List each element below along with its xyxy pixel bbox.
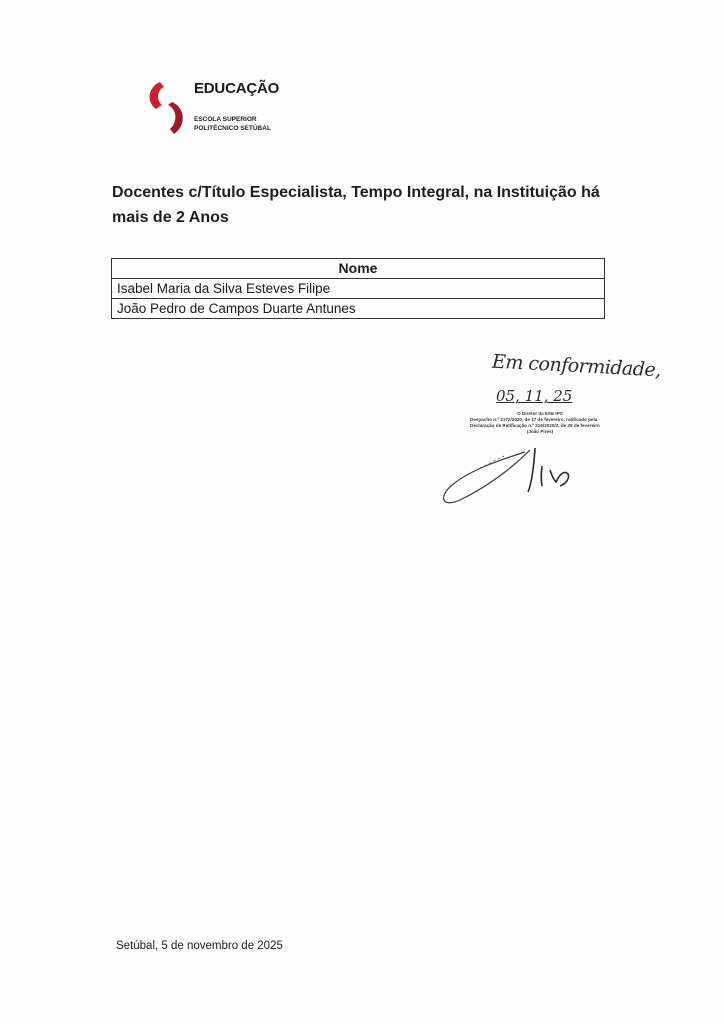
approval-block xyxy=(430,345,662,515)
column-header-nome: Nome xyxy=(112,259,605,279)
logo-subtitle xyxy=(194,115,271,133)
table-cell-name: João Pedro de Campos Duarte Antunes xyxy=(112,299,605,319)
table-cell-name: Isabel Maria da Silva Esteves Filipe xyxy=(112,279,605,299)
logo-mark-icon xyxy=(146,78,190,136)
stamp-line: O Diretor da ESE IPS xyxy=(517,411,563,416)
institution-logo xyxy=(146,78,306,138)
signature-icon xyxy=(430,430,620,510)
logo-subtitle-line2: POLITÉCNICO SETÚBAL xyxy=(194,125,271,132)
document-heading: Docentes c/Título Especialista, Tempo Integral, na Instituição há mais de 2 Anos xyxy=(112,184,600,226)
stamp-line: (João Pires) xyxy=(526,429,554,434)
stamp-line: Despacho n.º 2172/2020, de 17 de fevereiro, ratificado pela xyxy=(470,417,598,422)
logo-subtitle-line1: ESCOLA SUPERIOR xyxy=(194,116,257,123)
table-row xyxy=(112,299,605,319)
handwritten-note: Em conformidade, xyxy=(491,350,662,382)
handwritten-date: 05, 11, 25 xyxy=(496,387,573,405)
logo-title: EDUCAÇÃO xyxy=(194,80,280,97)
stamp-line: Declaração de Retificação n.º 216/2020/2, de 28 de fevereiro xyxy=(470,423,600,428)
table-row xyxy=(112,279,605,299)
names-table xyxy=(111,258,605,319)
place-and-date: Setúbal, 5 de novembro de 2025 xyxy=(116,940,283,952)
table-header-row xyxy=(112,259,605,279)
